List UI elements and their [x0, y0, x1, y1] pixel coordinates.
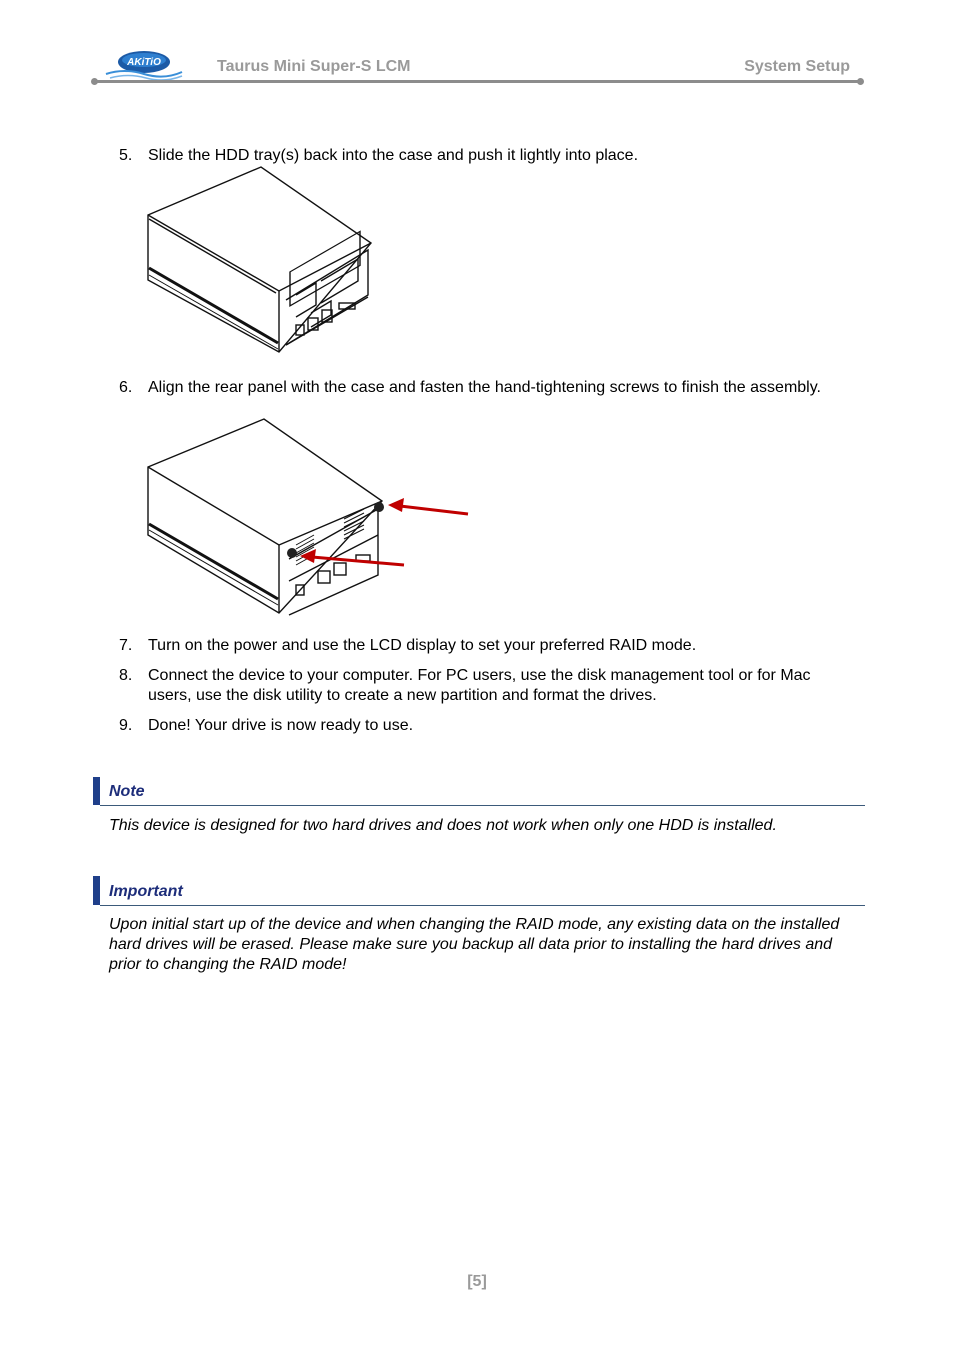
- arrow-top-screw: [380, 490, 480, 525]
- step-text: Turn on the power and use the LCD display to set your preferred RAID mode.: [148, 637, 697, 654]
- note-body: This device is designed for two hard drives and does not work when only one HDD is installed.: [109, 817, 777, 834]
- logo-text: AKiTiO: [127, 57, 161, 68]
- important-title: Important: [109, 883, 183, 900]
- enclosure-trays-illustration: [146, 165, 376, 362]
- important-rule: [100, 905, 865, 906]
- step-text: Done! Your drive is now ready to use.: [148, 717, 414, 734]
- note-rule: [100, 805, 865, 806]
- step-text: Connect the device to your computer. For PC users, use the disk management tool or for Mac users, use the disk utility to create a new partition and format the drives.: [148, 667, 811, 704]
- arrow-bottom-screw: [292, 543, 407, 573]
- section-title: System Setup: [744, 58, 850, 75]
- header-rule-dot-left: [91, 78, 98, 85]
- important-accent-bar: [93, 876, 100, 905]
- step-text: Slide the HDD tray(s) back into the case and push it lightly into place.: [148, 147, 639, 164]
- header-rule-dot-right: [857, 78, 864, 85]
- step-number: 6.: [119, 379, 133, 396]
- header-rule: [93, 80, 861, 83]
- step-number: 9.: [119, 717, 133, 734]
- step-number: 5.: [119, 147, 133, 164]
- important-body: Upon initial start up of the device and when changing the RAID mode, any existing data on the installed hard drives will be erased. Please make sure you backup all data prior to installing the hard drives and prior to changing the RAID mode!: [109, 916, 840, 973]
- document-title: Taurus Mini Super-S LCM: [217, 58, 411, 75]
- note-title: Note: [109, 783, 145, 800]
- note-accent-bar: [93, 777, 100, 805]
- step-number: 8.: [119, 667, 133, 684]
- page-number: [5]: [467, 1273, 487, 1290]
- step-number: 7.: [119, 637, 133, 654]
- step-text: Align the rear panel with the case and fasten the hand-tightening screws to finish the assembly.: [148, 379, 821, 396]
